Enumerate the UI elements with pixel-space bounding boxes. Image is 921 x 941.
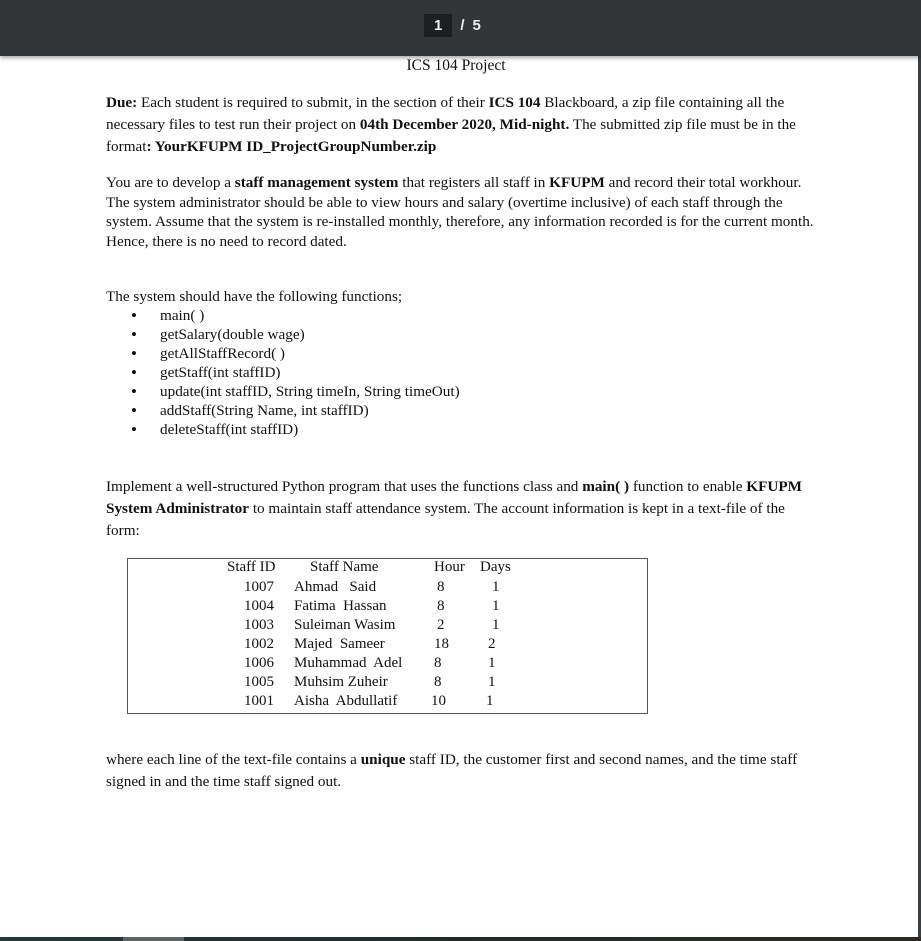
text-bold: ICS 104 <box>488 94 541 111</box>
table-row <box>128 674 647 693</box>
list-item: • getAllStaffRecord( ) <box>160 344 818 363</box>
text: Blackboard, a zip file containing all the necessary files to test run their project on <box>106 94 785 133</box>
staff-id: 1005 <box>244 674 274 690</box>
list-item: • deleteStaff(int staffID) <box>160 420 818 439</box>
header-staff-id: Staff ID <box>227 559 276 575</box>
text: function to enable <box>629 478 747 495</box>
table-row <box>128 617 647 636</box>
due-label: Due: <box>106 94 138 111</box>
days: 1 <box>492 598 500 614</box>
list-item: • getSalary(double wage) <box>160 325 818 344</box>
functions-heading: The system should have the following functions; <box>106 288 403 305</box>
hour: 10 <box>431 693 446 709</box>
text-bold: KFUPM <box>549 174 605 191</box>
text: You are to develop a <box>106 174 235 191</box>
table-row <box>128 598 647 617</box>
closing-paragraph <box>106 749 818 793</box>
hour: 8 <box>434 674 442 690</box>
staff-id: 1006 <box>244 655 274 671</box>
intro-paragraph <box>106 173 818 251</box>
staff-table <box>127 558 648 714</box>
scrollbar-thumb[interactable] <box>123 937 184 941</box>
staff-id: 1001 <box>244 693 274 709</box>
staff-name: Ahmad Said <box>294 579 377 595</box>
staff-name: Majed Sameer <box>294 636 385 652</box>
days: 1 <box>488 655 496 671</box>
hour: 8 <box>437 579 445 595</box>
staff-id: 1002 <box>244 636 274 652</box>
page-indicator <box>424 14 481 37</box>
staff-name: Suleiman Wasim <box>294 617 396 633</box>
staff-name: Muhammad Adel <box>294 655 403 671</box>
staff-name: Muhsim Zuheir <box>294 674 388 690</box>
header-staff-name: Staff Name <box>310 559 379 575</box>
staff-id: 1003 <box>244 617 274 633</box>
text-bold: unique <box>360 751 406 768</box>
text-bold: main( ) <box>582 478 630 495</box>
table-row <box>128 655 647 674</box>
pdf-toolbar <box>0 0 921 56</box>
text-bold: staff management system <box>234 174 399 191</box>
functions-section <box>106 287 818 439</box>
days: 1 <box>488 674 496 690</box>
text: that registers all staff in <box>398 174 550 191</box>
table-row <box>128 636 647 655</box>
days: 1 <box>492 579 500 595</box>
text: where each line of the text-file contains a <box>106 751 361 768</box>
staff-id: 1004 <box>244 598 274 614</box>
table-header <box>128 559 647 578</box>
text: Each student is required to submit, in the section of their <box>137 94 489 111</box>
text: Implement a well-structured Python program that uses the functions class and <box>106 478 583 495</box>
text: The submitted zip file must be in the format <box>106 116 796 155</box>
text: staff ID, the customer first and second names, and the time staff signed in and the time staff signed out. <box>106 751 798 790</box>
current-page-input[interactable]: 1 <box>424 14 452 37</box>
hour: 8 <box>434 655 442 671</box>
list-item: • update(int staffID, String timeIn, String timeOut) <box>160 382 818 401</box>
days: 1 <box>486 693 494 709</box>
hour: 8 <box>437 598 445 614</box>
zip-format: : YourKFUPM ID_ProjectGroupNumber.zip <box>146 138 437 155</box>
due-paragraph <box>106 92 818 158</box>
list-item: • addStaff(String Name, int staffID) <box>160 401 818 420</box>
staff-name: Aisha Abdullatif <box>294 693 398 709</box>
days: 2 <box>488 636 496 652</box>
text-bold: KFUPM System Administrator <box>106 478 802 517</box>
text: and record their total workhour. The system administrator should be able to view hours and salary (overtime inclusive) of each staff through the system. Assume that the system is re-installed monthly, therefore, any information recorded is for the current month. Hence, there is no need to record dated. <box>106 174 814 250</box>
staff-id: 1007 <box>244 579 274 595</box>
implement-paragraph <box>106 476 818 542</box>
document-title: ICS 104 Project <box>406 57 506 74</box>
days: 1 <box>492 617 500 633</box>
table-row <box>128 579 647 598</box>
header-hour: Hour <box>434 559 465 575</box>
due-date: 04th December 2020, Mid-night. <box>359 116 570 133</box>
hour: 18 <box>434 636 449 652</box>
total-pages: 5 <box>472 17 481 34</box>
header-days: Days <box>480 559 511 575</box>
hour: 2 <box>437 617 445 633</box>
functions-list <box>106 306 818 439</box>
table-row <box>128 693 647 712</box>
text: to maintain staff attendance system. The account information is kept in a text-file of the form: <box>106 500 785 539</box>
page-separator: / <box>460 17 465 34</box>
list-item: • main( ) <box>160 306 818 325</box>
list-item: • getStaff(int staffID) <box>160 363 818 382</box>
staff-name: Fatima Hassan <box>294 598 387 614</box>
